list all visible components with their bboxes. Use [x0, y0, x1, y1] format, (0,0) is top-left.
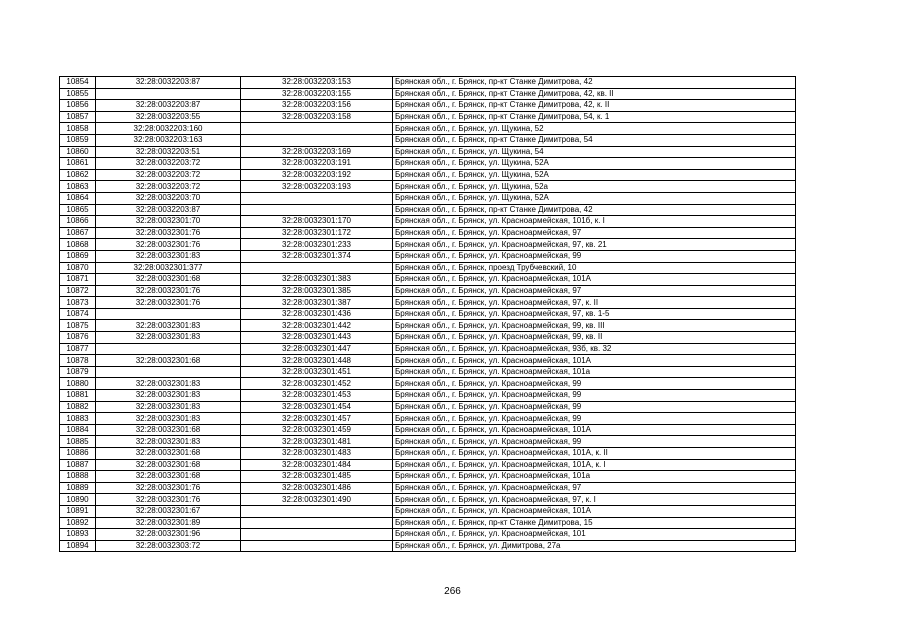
- row-number-cell: 10867: [60, 227, 96, 239]
- address-cell: Брянская обл., г. Брянск, ул. Красноармейская, 101А: [393, 424, 796, 436]
- row-number-cell: 10887: [60, 459, 96, 471]
- object-cadastral-number-cell: 32:28:0032301:481: [241, 436, 393, 448]
- row-number-cell: 10893: [60, 529, 96, 541]
- row-number-cell: 10854: [60, 77, 96, 89]
- cadastral-number-cell: 32:28:0032203:160: [96, 123, 241, 135]
- row-number-cell: 10864: [60, 192, 96, 204]
- cadastral-number-cell: [96, 343, 241, 355]
- address-cell: Брянская обл., г. Брянск, ул. Димитрова, 27а: [393, 540, 796, 552]
- object-cadastral-number-cell: 32:28:0032301:443: [241, 332, 393, 344]
- cadastral-number-cell: 32:28:0032301:76: [96, 297, 241, 309]
- address-cell: Брянская обл., г. Брянск, ул. Щукина, 52А: [393, 192, 796, 204]
- table-row: [60, 77, 796, 89]
- cadastral-number-cell: [96, 88, 241, 100]
- cadastral-number-cell: 32:28:0032301:76: [96, 494, 241, 506]
- address-cell: Брянская обл., г. Брянск, ул. Красноармейская, 101А: [393, 274, 796, 286]
- object-cadastral-number-cell: 32:28:0032301:484: [241, 459, 393, 471]
- cadastral-number-cell: 32:28:0032301:68: [96, 459, 241, 471]
- object-cadastral-number-cell: 32:28:0032203:155: [241, 88, 393, 100]
- address-cell: Брянская обл., г. Брянск, ул. Красноармейская, 99, кв. II: [393, 332, 796, 344]
- table-row: [60, 274, 796, 286]
- row-number-cell: 10874: [60, 308, 96, 320]
- address-cell: Брянская обл., г. Брянск, ул. Красноармейская, 93б, кв. 32: [393, 343, 796, 355]
- address-cell: Брянская обл., г. Брянск, ул. Красноармейская, 101: [393, 529, 796, 541]
- object-cadastral-number-cell: 32:28:0032203:169: [241, 146, 393, 158]
- object-cadastral-number-cell: 32:28:0032301:448: [241, 355, 393, 367]
- address-cell: Брянская обл., г. Брянск, ул. Красноармейская, 97, к. I: [393, 494, 796, 506]
- table-row: [60, 308, 796, 320]
- row-number-cell: 10858: [60, 123, 96, 135]
- row-number-cell: 10862: [60, 169, 96, 181]
- table-row: [60, 100, 796, 112]
- object-cadastral-number-cell: [241, 517, 393, 529]
- row-number-cell: 10886: [60, 448, 96, 460]
- object-cadastral-number-cell: 32:28:0032301:447: [241, 343, 393, 355]
- cadastral-number-cell: 32:28:0032301:68: [96, 424, 241, 436]
- address-cell: Брянская обл., г. Брянск, ул. Красноармейская, 101А, к. I: [393, 459, 796, 471]
- cadastral-number-cell: 32:28:0032301:83: [96, 332, 241, 344]
- table-row: [60, 111, 796, 123]
- object-cadastral-number-cell: 32:28:0032203:156: [241, 100, 393, 112]
- object-cadastral-number-cell: 32:28:0032301:451: [241, 366, 393, 378]
- cadastral-number-cell: 32:28:0032301:89: [96, 517, 241, 529]
- table-row: [60, 355, 796, 367]
- object-cadastral-number-cell: 32:28:0032203:153: [241, 77, 393, 89]
- object-cadastral-number-cell: [241, 529, 393, 541]
- object-cadastral-number-cell: 32:28:0032301:374: [241, 250, 393, 262]
- address-cell: Брянская обл., г. Брянск, ул. Щукина, 52А: [393, 169, 796, 181]
- cadastral-number-cell: 32:28:0032301:67: [96, 505, 241, 517]
- row-number-cell: 10857: [60, 111, 96, 123]
- address-cell: Брянская обл., г. Брянск, ул. Красноармейская, 99: [393, 390, 796, 402]
- table-row: [60, 297, 796, 309]
- row-number-cell: 10880: [60, 378, 96, 390]
- address-cell: Брянская обл., г. Брянск, проезд Трубчевский, 10: [393, 262, 796, 274]
- row-number-cell: 10871: [60, 274, 96, 286]
- object-cadastral-number-cell: [241, 123, 393, 135]
- cadastral-number-cell: 32:28:0032301:83: [96, 401, 241, 413]
- object-cadastral-number-cell: 32:28:0032301:383: [241, 274, 393, 286]
- object-cadastral-number-cell: 32:28:0032301:453: [241, 390, 393, 402]
- registry-table-body: [60, 77, 796, 552]
- cadastral-number-cell: 32:28:0032301:68: [96, 274, 241, 286]
- table-row: [60, 204, 796, 216]
- cadastral-number-cell: 32:28:0032301:96: [96, 529, 241, 541]
- object-cadastral-number-cell: 32:28:0032301:459: [241, 424, 393, 436]
- object-cadastral-number-cell: [241, 505, 393, 517]
- table-row: [60, 227, 796, 239]
- row-number-cell: 10882: [60, 401, 96, 413]
- row-number-cell: 10879: [60, 366, 96, 378]
- address-cell: Брянская обл., г. Брянск, ул. Красноармейская, 101А: [393, 505, 796, 517]
- address-cell: Брянская обл., г. Брянск, ул. Красноармейская, 101а: [393, 471, 796, 483]
- row-number-cell: 10884: [60, 424, 96, 436]
- object-cadastral-number-cell: 32:28:0032301:170: [241, 216, 393, 228]
- cadastral-number-cell: 32:28:0032303:72: [96, 540, 241, 552]
- table-row: [60, 401, 796, 413]
- table-row: [60, 343, 796, 355]
- row-number-cell: 10883: [60, 413, 96, 425]
- table-row: [60, 181, 796, 193]
- address-cell: Брянская обл., г. Брянск, пр-кт Станке Димитрова, 42: [393, 77, 796, 89]
- cadastral-number-cell: 32:28:0032301:83: [96, 436, 241, 448]
- address-cell: Брянская обл., г. Брянск, ул. Красноармейская, 99: [393, 378, 796, 390]
- row-number-cell: 10861: [60, 158, 96, 170]
- row-number-cell: 10872: [60, 285, 96, 297]
- address-cell: Брянская обл., г. Брянск, ул. Красноармейская, 101А: [393, 355, 796, 367]
- cadastral-number-cell: 32:28:0032203:72: [96, 158, 241, 170]
- object-cadastral-number-cell: 32:28:0032301:385: [241, 285, 393, 297]
- table-row: [60, 134, 796, 146]
- table-row: [60, 216, 796, 228]
- address-cell: Брянская обл., г. Брянск, ул. Красноармейская, 97, кв. 1-5: [393, 308, 796, 320]
- address-cell: Брянская обл., г. Брянск, пр-кт Станке Димитрова, 54: [393, 134, 796, 146]
- cadastral-number-cell: 32:28:0032301:76: [96, 285, 241, 297]
- object-cadastral-number-cell: 32:28:0032203:158: [241, 111, 393, 123]
- cadastral-number-cell: [96, 308, 241, 320]
- table-row: [60, 471, 796, 483]
- cadastral-number-cell: 32:28:0032301:83: [96, 320, 241, 332]
- row-number-cell: 10891: [60, 505, 96, 517]
- cadastral-number-cell: 32:28:0032203:72: [96, 181, 241, 193]
- address-cell: Брянская обл., г. Брянск, ул. Щукина, 52а: [393, 181, 796, 193]
- cadastral-number-cell: 32:28:0032301:70: [96, 216, 241, 228]
- cadastral-number-cell: 32:28:0032301:83: [96, 390, 241, 402]
- address-cell: Брянская обл., г. Брянск, ул. Красноармейская, 97: [393, 285, 796, 297]
- row-number-cell: 10894: [60, 540, 96, 552]
- row-number-cell: 10863: [60, 181, 96, 193]
- address-cell: Брянская обл., г. Брянск, ул. Щукина, 52: [393, 123, 796, 135]
- object-cadastral-number-cell: 32:28:0032301:490: [241, 494, 393, 506]
- row-number-cell: 10877: [60, 343, 96, 355]
- address-cell: Брянская обл., г. Брянск, ул. Красноармейская, 99: [393, 250, 796, 262]
- address-cell: Брянская обл., г. Брянск, пр-кт Станке Димитрова, 15: [393, 517, 796, 529]
- cadastral-number-cell: 32:28:0032301:76: [96, 239, 241, 251]
- row-number-cell: 10855: [60, 88, 96, 100]
- cadastral-number-cell: 32:28:0032203:163: [96, 134, 241, 146]
- table-row: [60, 413, 796, 425]
- address-cell: Брянская обл., г. Брянск, пр-кт Станке Димитрова, 42, кв. II: [393, 88, 796, 100]
- row-number-cell: 10876: [60, 332, 96, 344]
- row-number-cell: 10856: [60, 100, 96, 112]
- cadastral-number-cell: 32:28:0032203:87: [96, 204, 241, 216]
- object-cadastral-number-cell: 32:28:0032301:233: [241, 239, 393, 251]
- row-number-cell: 10881: [60, 390, 96, 402]
- row-number-cell: 10859: [60, 134, 96, 146]
- object-cadastral-number-cell: [241, 192, 393, 204]
- address-cell: Брянская обл., г. Брянск, ул. Красноармейская, 99: [393, 436, 796, 448]
- table-row: [60, 146, 796, 158]
- registry-table: [59, 76, 796, 552]
- address-cell: Брянская обл., г. Брянск, ул. Красноармейская, 99: [393, 413, 796, 425]
- address-cell: Брянская обл., г. Брянск, ул. Красноармейская, 101А, к. II: [393, 448, 796, 460]
- table-row: [60, 540, 796, 552]
- cadastral-number-cell: 32:28:0032301:76: [96, 482, 241, 494]
- table-row: [60, 366, 796, 378]
- page-number: 266: [444, 586, 461, 597]
- cadastral-number-cell: 32:28:0032301:377: [96, 262, 241, 274]
- row-number-cell: 10869: [60, 250, 96, 262]
- table-row: [60, 320, 796, 332]
- row-number-cell: 10892: [60, 517, 96, 529]
- table-row: [60, 169, 796, 181]
- cadastral-number-cell: 32:28:0032203:51: [96, 146, 241, 158]
- object-cadastral-number-cell: 32:28:0032301:442: [241, 320, 393, 332]
- cadastral-number-cell: 32:28:0032301:83: [96, 413, 241, 425]
- row-number-cell: 10885: [60, 436, 96, 448]
- object-cadastral-number-cell: 32:28:0032301:457: [241, 413, 393, 425]
- object-cadastral-number-cell: [241, 540, 393, 552]
- address-cell: Брянская обл., г. Брянск, ул. Красноармейская, 97: [393, 482, 796, 494]
- table-row: [60, 482, 796, 494]
- address-cell: Брянская обл., г. Брянск, ул. Красноармейская, 99: [393, 401, 796, 413]
- cadastral-number-cell: 32:28:0032203:87: [96, 100, 241, 112]
- table-row: [60, 424, 796, 436]
- table-row: [60, 494, 796, 506]
- row-number-cell: 10868: [60, 239, 96, 251]
- object-cadastral-number-cell: [241, 134, 393, 146]
- row-number-cell: 10878: [60, 355, 96, 367]
- object-cadastral-number-cell: 32:28:0032301:485: [241, 471, 393, 483]
- cadastral-number-cell: 32:28:0032203:87: [96, 77, 241, 89]
- table-row: [60, 378, 796, 390]
- table-row: [60, 390, 796, 402]
- address-cell: Брянская обл., г. Брянск, ул. Красноармейская, 97: [393, 227, 796, 239]
- address-cell: Брянская обл., г. Брянск, пр-кт Станке Димитрова, 42, к. II: [393, 100, 796, 112]
- row-number-cell: 10865: [60, 204, 96, 216]
- object-cadastral-number-cell: 32:28:0032301:452: [241, 378, 393, 390]
- object-cadastral-number-cell: 32:28:0032203:193: [241, 181, 393, 193]
- table-row: [60, 459, 796, 471]
- table-row: [60, 448, 796, 460]
- object-cadastral-number-cell: 32:28:0032301:483: [241, 448, 393, 460]
- address-cell: Брянская обл., г. Брянск, пр-кт Станке Димитрова, 54, к. 1: [393, 111, 796, 123]
- table-row: [60, 332, 796, 344]
- row-number-cell: 10875: [60, 320, 96, 332]
- table-row: [60, 505, 796, 517]
- table-row: [60, 285, 796, 297]
- table-row: [60, 436, 796, 448]
- cadastral-number-cell: 32:28:0032203:55: [96, 111, 241, 123]
- cadastral-number-cell: [96, 366, 241, 378]
- cadastral-number-cell: 32:28:0032203:72: [96, 169, 241, 181]
- object-cadastral-number-cell: 32:28:0032203:191: [241, 158, 393, 170]
- cadastral-number-cell: 32:28:0032203:70: [96, 192, 241, 204]
- table-row: [60, 239, 796, 251]
- row-number-cell: 10866: [60, 216, 96, 228]
- cadastral-number-cell: 32:28:0032301:83: [96, 378, 241, 390]
- address-cell: Брянская обл., г. Брянск, ул. Красноармейская, 101а: [393, 366, 796, 378]
- table-row: [60, 123, 796, 135]
- object-cadastral-number-cell: 32:28:0032203:192: [241, 169, 393, 181]
- cadastral-number-cell: 32:28:0032301:68: [96, 355, 241, 367]
- address-cell: Брянская обл., г. Брянск, пр-кт Станке Димитрова, 42: [393, 204, 796, 216]
- object-cadastral-number-cell: [241, 204, 393, 216]
- table-row: [60, 529, 796, 541]
- table-row: [60, 517, 796, 529]
- row-number-cell: 10860: [60, 146, 96, 158]
- row-number-cell: 10870: [60, 262, 96, 274]
- address-cell: Брянская обл., г. Брянск, ул. Щукина, 54: [393, 146, 796, 158]
- table-row: [60, 262, 796, 274]
- table-row: [60, 158, 796, 170]
- object-cadastral-number-cell: 32:28:0032301:436: [241, 308, 393, 320]
- table-row: [60, 250, 796, 262]
- cadastral-number-cell: 32:28:0032301:68: [96, 448, 241, 460]
- object-cadastral-number-cell: [241, 262, 393, 274]
- address-cell: Брянская обл., г. Брянск, ул. Красноармейская, 97, кв. 21: [393, 239, 796, 251]
- object-cadastral-number-cell: 32:28:0032301:172: [241, 227, 393, 239]
- cadastral-number-cell: 32:28:0032301:76: [96, 227, 241, 239]
- cadastral-number-cell: 32:28:0032301:83: [96, 250, 241, 262]
- address-cell: Брянская обл., г. Брянск, ул. Красноармейская, 99, кв. III: [393, 320, 796, 332]
- cadastral-number-cell: 32:28:0032301:68: [96, 471, 241, 483]
- table-row: [60, 192, 796, 204]
- table-row: [60, 88, 796, 100]
- address-cell: Брянская обл., г. Брянск, ул. Красноармейская, 97, к. II: [393, 297, 796, 309]
- object-cadastral-number-cell: 32:28:0032301:486: [241, 482, 393, 494]
- row-number-cell: 10873: [60, 297, 96, 309]
- object-cadastral-number-cell: 32:28:0032301:454: [241, 401, 393, 413]
- row-number-cell: 10889: [60, 482, 96, 494]
- object-cadastral-number-cell: 32:28:0032301:387: [241, 297, 393, 309]
- row-number-cell: 10890: [60, 494, 96, 506]
- address-cell: Брянская обл., г. Брянск, ул. Щукина, 52А: [393, 158, 796, 170]
- address-cell: Брянская обл., г. Брянск, ул. Красноармейская, 101б, к. I: [393, 216, 796, 228]
- row-number-cell: 10888: [60, 471, 96, 483]
